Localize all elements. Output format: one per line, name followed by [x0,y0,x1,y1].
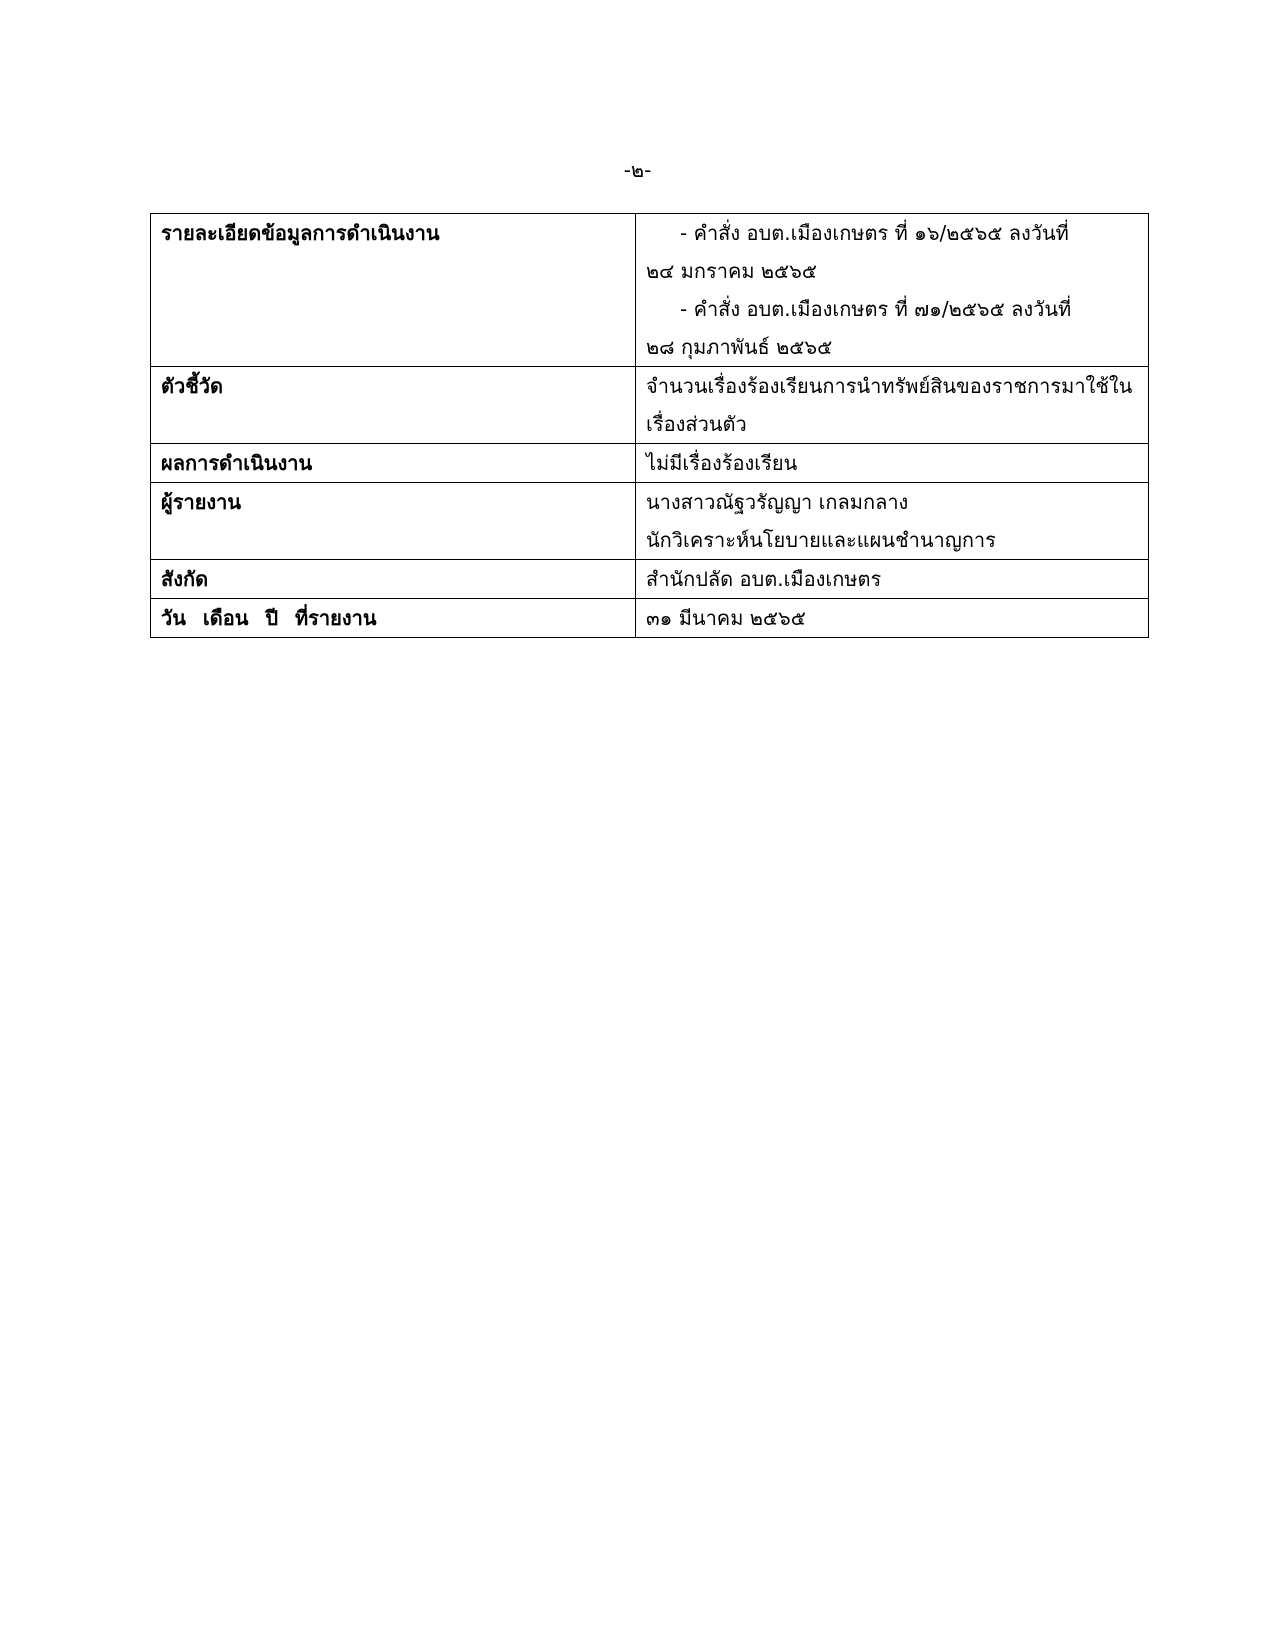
result-line-1: ไม่มีเรื่องร้องเรียน [646,451,798,475]
reporter-position: นักวิเคราะห์นโยบายและแผนชำนาญการ [646,528,996,552]
report-date-line-1: ๓๑ มีนาคม ๒๕๖๕ [646,606,806,630]
order-date-line-1: ๒๔ มกราคม ๒๕๖๕ [646,259,818,283]
affiliation-line-1: สำนักปลัด อบต.เมืองเกษตร [646,567,882,591]
result-value [636,444,1149,483]
affiliation-value [636,560,1149,599]
reporter-value [636,483,1149,560]
operation-details-value [636,214,1149,367]
table-row-reporter [151,483,1149,560]
reporter-name: นางสาวณัฐวรัญญา เกลมกลาง [646,490,909,514]
order-line-1: - คำสั่ง อบต.เมืองเกษตร ที่ ๑๖/๒๕๖๕ ลงวันที่ [680,221,1069,245]
table-row-indicator [151,367,1149,444]
order-date-line-2: ๒๘ กุมภาพันธ์ ๒๕๖๕ [646,335,833,359]
indicator-line-1: จำนวนเรื่องร้องเรียนการนำทรัพย์สินของราชการมาใช้ใน [646,374,1133,398]
indicator-label: ตัวชี้วัด [151,367,636,444]
page-number: -๒- [623,158,652,182]
table-row-operation-details [151,214,1149,367]
operation-details-label: รายละเอียดข้อมูลการดำเนินงาน [151,214,636,367]
indicator-line-2: เรื่องส่วนตัว [646,412,747,436]
table-row-report-date [151,599,1149,638]
report-date-value [636,599,1149,638]
affiliation-label: สังกัด [151,560,636,599]
report-date-label: วัน เดือน ปี ที่รายงาน [151,599,636,638]
reporter-label: ผู้รายงาน [151,483,636,560]
report-table [150,213,1149,638]
result-label: ผลการดำเนินงาน [151,444,636,483]
table-row-result [151,444,1149,483]
table-row-affiliation [151,560,1149,599]
indicator-value [636,367,1149,444]
order-line-2: - คำสั่ง อบต.เมืองเกษตร ที่ ๗๑/๒๕๖๕ ลงวันที่ [680,297,1072,321]
